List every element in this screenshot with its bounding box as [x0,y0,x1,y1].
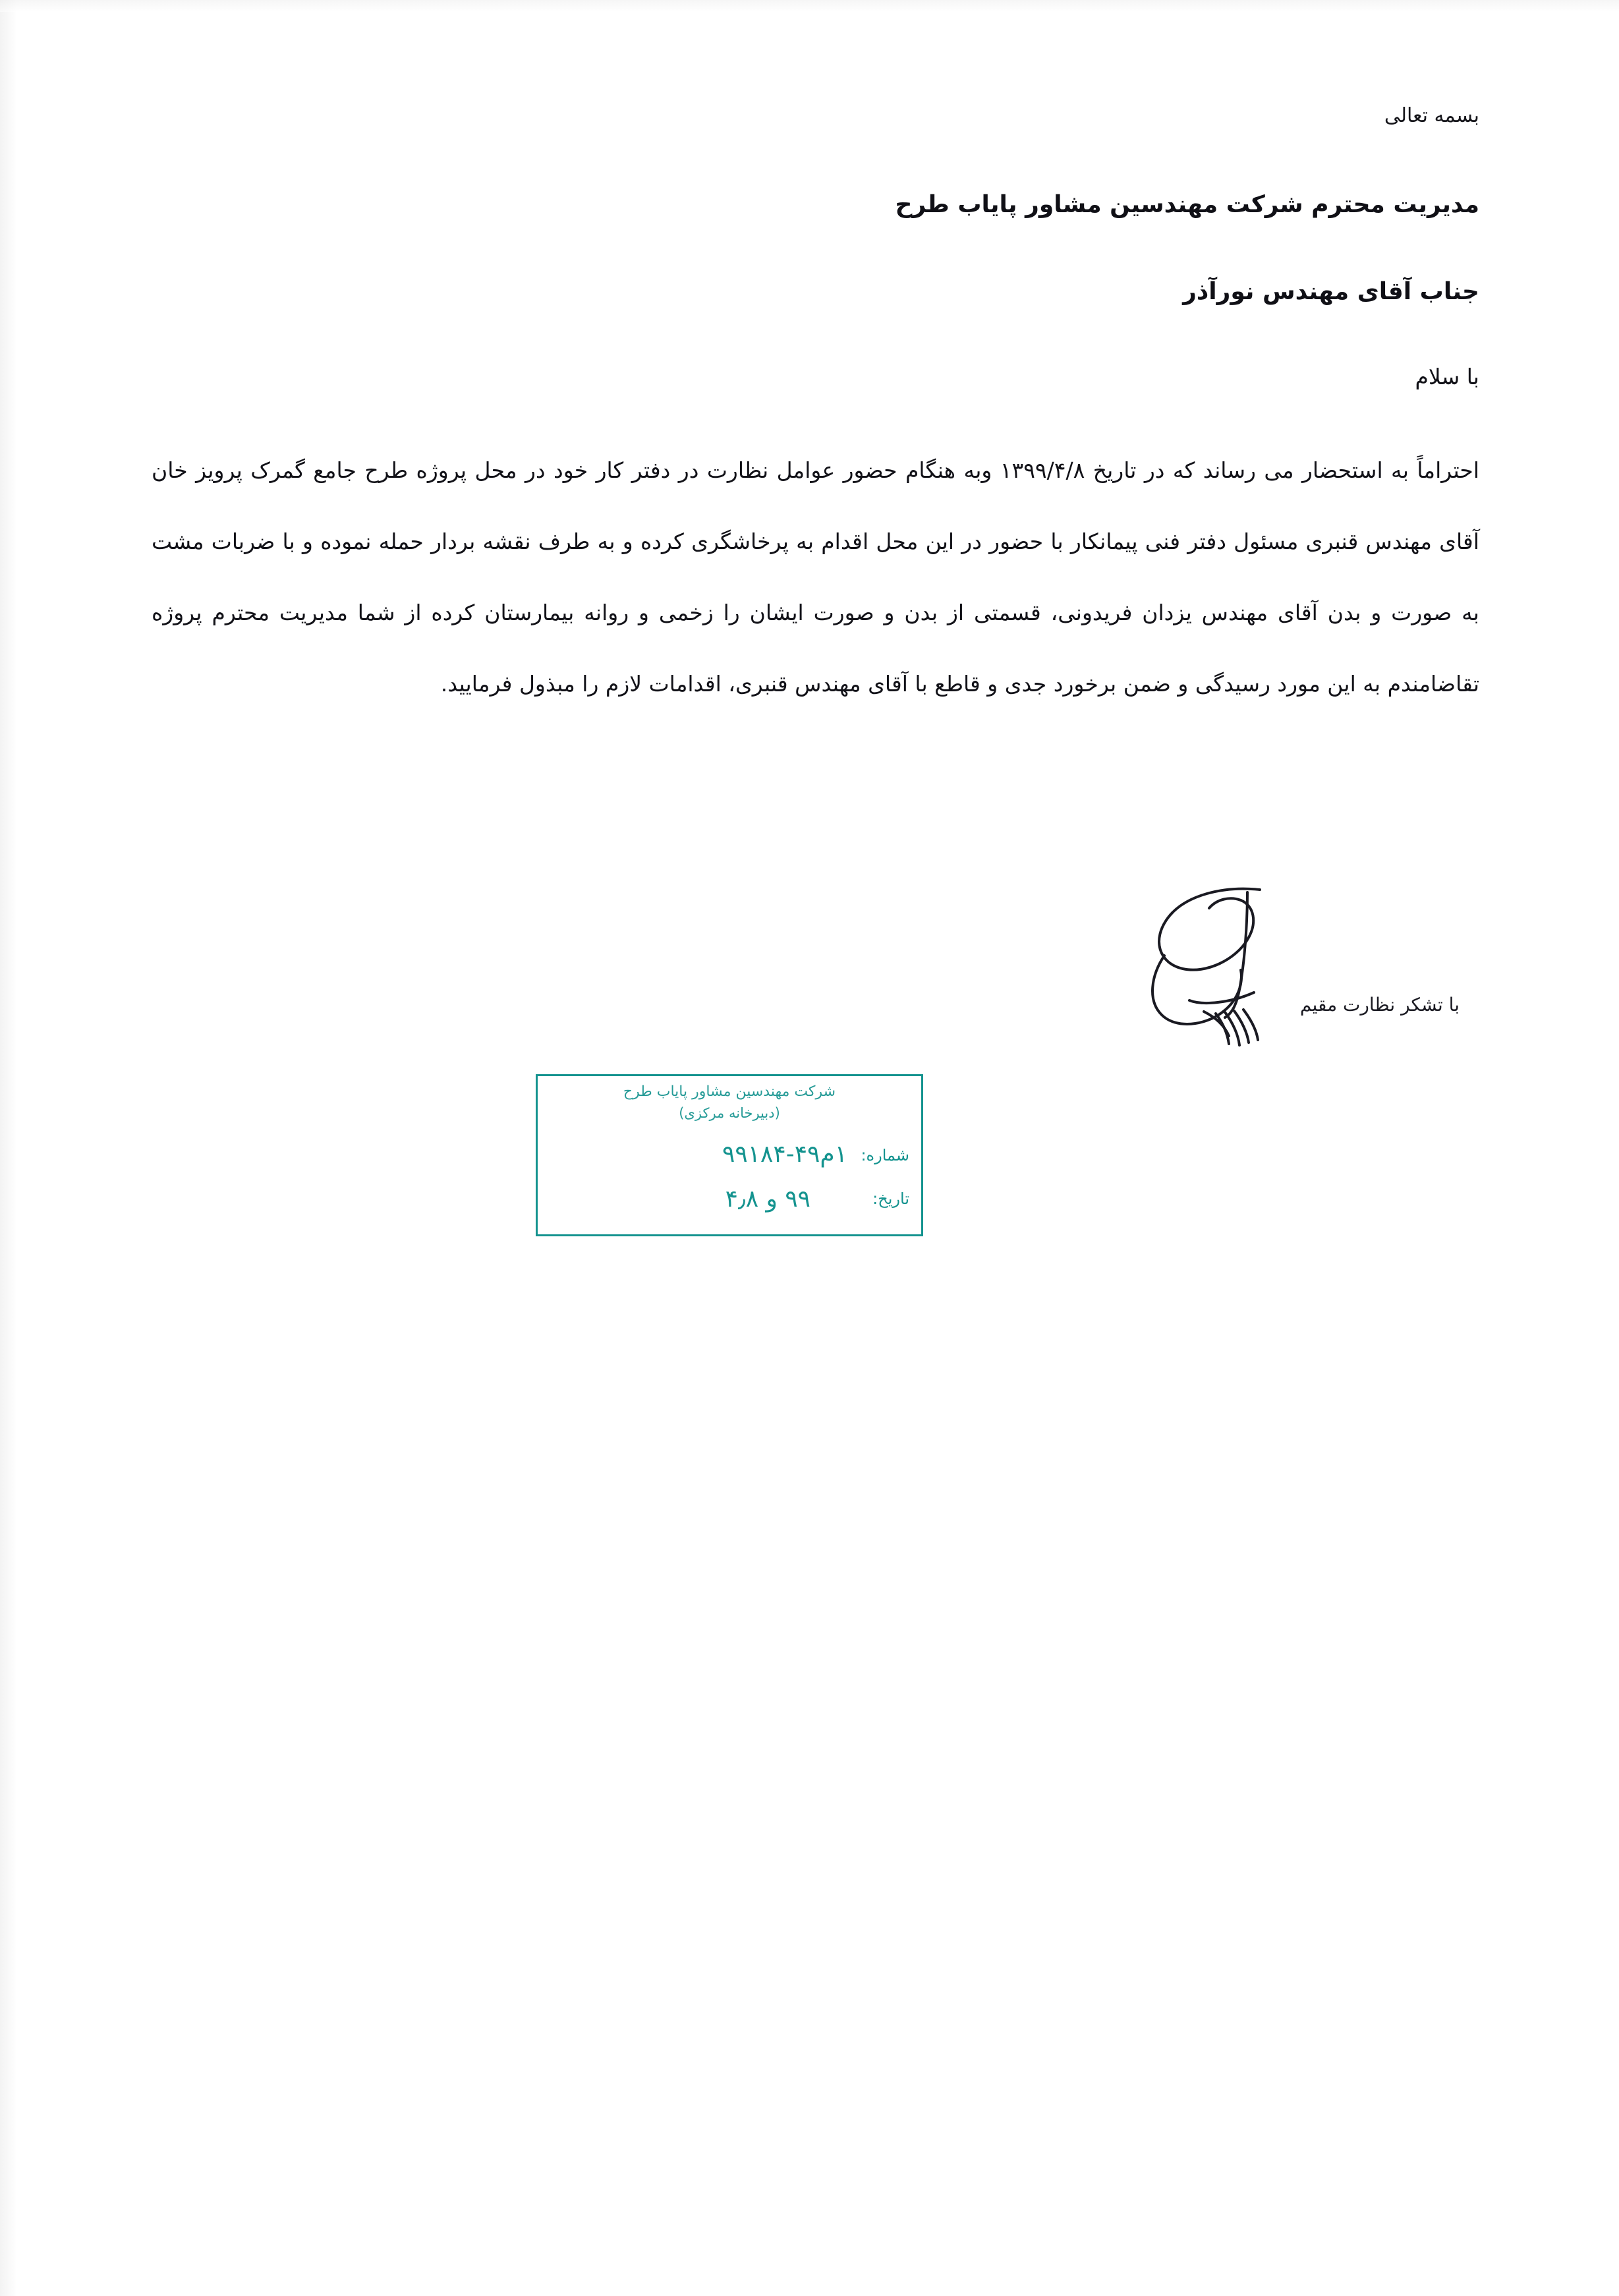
handwritten-signature-icon [1125,876,1467,1094]
registration-stamp [536,1074,923,1236]
signature-caption: با تشکر نظارت مقیم [1299,994,1460,1016]
stamp-number-label: شماره: [861,1146,909,1164]
basmala-text: بسمه تعالی [1384,104,1479,127]
stamp-header-line2: (دبیرخانه مرکزی) [679,1105,780,1121]
stamp-number-value: ۱م۴۹-۹۹۱۸۴ [722,1141,847,1168]
letter-body-paragraph: احتراماً به استحضار می رساند که در تاریخ ۱۳۹۹/۴/۸ وبه هنگام حضور عوامل نظارت در دفتر کار خود در محل پروژه طرح جامع گمرک پرویز خان آقای مهندس قنبری مسئول دفتر فنی پیمانکار با حضور در این محل اقدام به پرخاشگری کرده و به طرف نقشه بردار حمله نموده و با ضربات مشت به صورت و بدن آقای مهندس یزدان فریدونی، قسمتی از بدن و صورت ایشان را زخمی و روانه بیمارستان کرده از شما مدیریت محترم پروژه تقاضامندم به این مورد رسیدگی و ضمن برخورد جدی و قاطع با آقای مهندس قنبری، اقدامات لازم را مبذول فرمایید. [152,457,1479,697]
stamp-date-value: ۹۹ و ۴٫۸ [725,1186,810,1213]
addressee-person: جناب آقای مهندس نورآذر [1183,278,1479,305]
addressee-organization: مدیریت محترم شرکت مهندسین مشاور پایاب طرح [895,191,1479,218]
salutation-text: با سلام [1415,364,1479,389]
stamp-header-line1: شرکت مهندسین مشاور پایاب طرح [623,1083,836,1100]
letter-body [152,435,1479,720]
signature-area [1125,876,1467,1094]
stamp-header [547,1081,912,1124]
stamp-date-label: تاریخ: [872,1190,909,1208]
